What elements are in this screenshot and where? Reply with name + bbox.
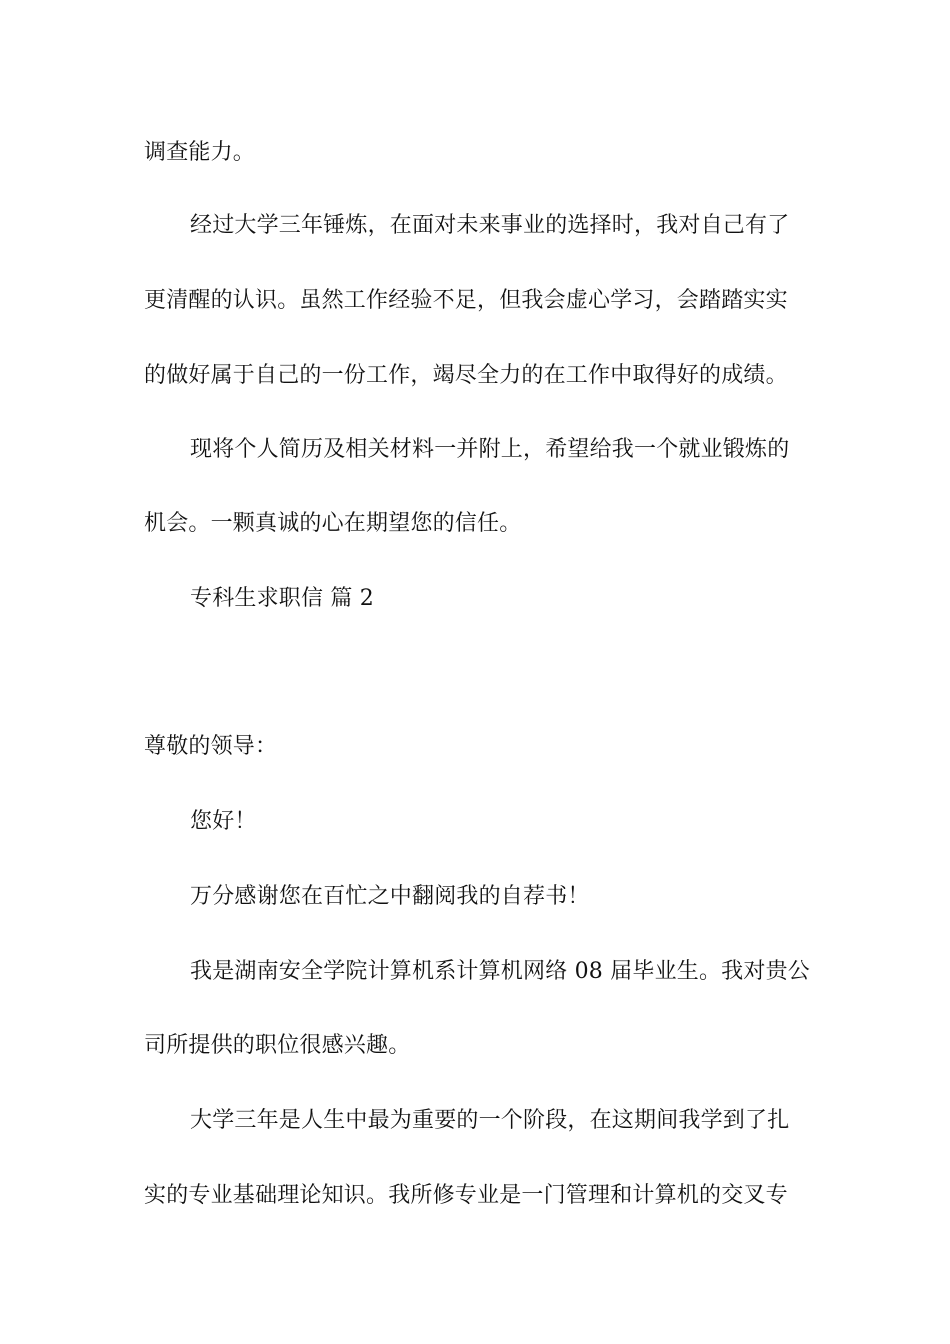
paragraph-line: 万分感谢您在百忙之中翻阅我的自荐书！	[190, 884, 590, 909]
paragraph-line: 更清醒的认识。虽然工作经验不足，但我会虚心学习，会踏踏实实	[144, 288, 788, 313]
paragraph-line: 我是湖南安全学院计算机系计算机网络 08 届毕业生。我对贵公	[190, 959, 810, 984]
paragraph-line: 大学三年是人生中最为重要的一个阶段，在这期间我学到了扎	[190, 1108, 790, 1133]
paragraph-line: 调查能力。	[144, 140, 256, 165]
paragraph-line: 的做好属于自己的一份工作，竭尽全力的在工作中取得好的成绩。	[144, 363, 788, 388]
section-heading: 专科生求职信 篇 2	[190, 586, 374, 611]
paragraph-line: 机会。一颗真诚的心在期望您的信任。	[144, 511, 522, 536]
greeting: 您好！	[190, 809, 257, 834]
paragraph-line: 经过大学三年锤炼，在面对未来事业的选择时，我对自己有了	[190, 213, 790, 238]
paragraph-line: 实的专业基础理论知识。我所修专业是一门管理和计算机的交叉专	[144, 1183, 788, 1208]
paragraph-line: 司所提供的职位很感兴趣。	[144, 1033, 411, 1058]
paragraph-line: 现将个人简历及相关材料一并附上，希望给我一个就业锻炼的	[190, 437, 790, 462]
salutation: 尊敬的领导：	[144, 734, 278, 759]
